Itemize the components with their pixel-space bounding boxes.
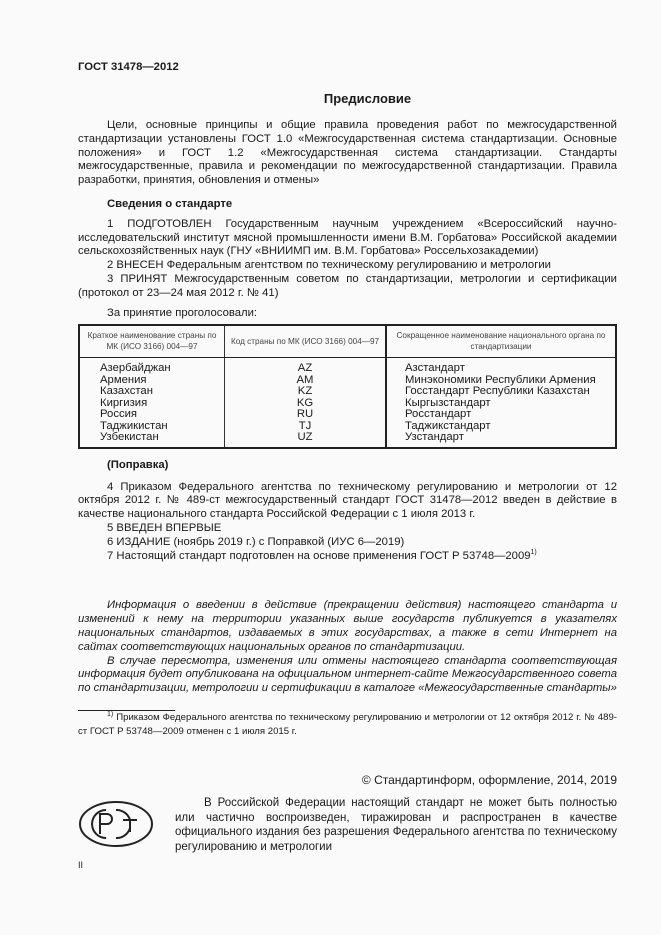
notice-paragraph-2: В случае пересмотра, изменения или отмены настоящего стандарта соответствующая информация будет опубликована на официальном интернет-сайте Межгосударственного совета по стандартизации, метрологии и сертификации в каталоге «Межгосударственные стандарты» xyxy=(78,654,617,695)
info-item-7-text: 7 Настоящий стандарт подготовлен на основе применения ГОСТ Р 53748—2009 xyxy=(107,549,531,562)
standards-body: Таджикстандарт xyxy=(405,419,491,432)
copyright: © Стандартинформ, оформление, 2014, 2019 xyxy=(361,773,617,788)
country-code: KG xyxy=(225,398,387,410)
country-code: TJ xyxy=(225,421,387,433)
document-id: ГОСТ 31478—2012 xyxy=(78,61,179,73)
info-item-1: 1 ПОДГОТОВЛЕН Государственным научным учреждением «Всероссийский научно-исследовательский институт мясной промышленности имени В.М. Горбатова» Российской академии сельскохозяйственных наук (ГНУ «ВНИИМП им. В.М. Горбатова» Россельхозакадемии) xyxy=(78,217,617,258)
table-row xyxy=(79,386,616,398)
standards-body: Узстандарт xyxy=(405,431,464,444)
standards-body: Госстандарт Республики Казахстан xyxy=(405,385,590,398)
table-row xyxy=(79,432,616,448)
info-item-5: 5 ВВЕДЕН ВПЕРВЫЕ xyxy=(107,522,222,535)
info-item-3: 3 ПРИНЯТ Межгосударственным советом по стандартизации, метрологии и сертификации (протокол от 23—24 мая 2012 г. № 41) xyxy=(78,272,617,299)
column-header-code: Код страны по МК (ИСО 3166) 004—97 xyxy=(225,325,387,358)
country-code: AZ xyxy=(225,358,387,375)
footnote xyxy=(78,711,617,739)
amendment-label: (Поправка) xyxy=(107,458,169,471)
table-row xyxy=(79,421,616,433)
rights-notice: В Российской Федерации настоящий стандарт не может быть полностью или частично воспроизведен, тиражирован и распространен в качестве официального издания без разрешения Федерального агентства по техническому регулированию и метрологии xyxy=(175,797,617,853)
table-row xyxy=(79,358,616,375)
voted-label: За принятие проголосовали: xyxy=(107,306,258,319)
notice-paragraph-1: Информация о введении в действие (прекращении действия) настоящего стандарта и изменений к нему на территории указанных выше государств публикуется в указателях национальных стандартов, издаваемых в этих государствах, а также в сети Интернет на сайтах соответствующих национальных органов по стандартизации. xyxy=(78,599,617,653)
country-name: Армения xyxy=(79,375,225,387)
rst-logo xyxy=(78,796,175,851)
country-name: Россия xyxy=(79,409,225,421)
country-name: Киргизия xyxy=(79,398,225,410)
country-code: AM xyxy=(225,375,387,387)
country-name: Таджикистан xyxy=(79,421,225,433)
page-number: II xyxy=(78,860,84,871)
footnote-text: Приказом Федерального агентства по техническому регулированию и метрологии от 12 октября 2012 г. № 489-ст ГОСТ Р 53748—2009 отменен с 1 июля 2015 г. xyxy=(78,712,617,738)
standards-body: Кыргызстандарт xyxy=(405,396,491,409)
page-column xyxy=(78,0,617,870)
voting-table xyxy=(78,324,617,449)
standards-body: Азстандарт xyxy=(405,362,465,375)
rights-block xyxy=(78,796,617,854)
page-title: Предисловие xyxy=(323,91,412,106)
standards-body: Минэкономики Республики Армения xyxy=(405,373,596,386)
footnote-ref: 1) xyxy=(530,548,537,556)
country-code: UZ xyxy=(225,432,387,448)
country-code: KZ xyxy=(225,386,387,398)
info-item-6: 6 ИЗДАНИЕ (ноябрь 2019 г.) с Поправкой (ИУС 6—2019) xyxy=(107,535,405,548)
info-item-2: 2 ВНЕСЕН Федеральным агентством по техническому регулированию и метрологии xyxy=(107,259,551,272)
column-header-body: Сокращенное наименование национального органа по стандартизации xyxy=(386,325,616,358)
info-heading: Сведения о стандарте xyxy=(107,197,233,210)
footnote-mark: 1) xyxy=(107,710,114,718)
info-item-7 xyxy=(78,550,617,564)
table-row xyxy=(79,398,616,410)
country-name: Азербайджан xyxy=(79,358,225,375)
standards-body: Росстандарт xyxy=(405,408,472,421)
country-code: RU xyxy=(225,409,387,421)
column-header-country: Краткое наименование страны по МК (ИСО 3166) 004—97 xyxy=(79,325,225,358)
info-item-4: 4 Приказом Федерального агентства по техническому регулированию и метрологии от 12 октября 2012 г. № 489-ст межгосударственный стандарт ГОСТ 31478—2012 введен в действие в качестве национального стандарта Российской Федерации с 1 июля 2013 г. xyxy=(78,480,617,521)
country-name: Узбекистан xyxy=(79,432,225,448)
country-name: Казахстан xyxy=(79,386,225,398)
intro-paragraph: Цели, основные принципы и общие правила проведения работ по межгосударственной стандартизации установлены ГОСТ 1.0 «Межгосударственная система стандартизации. Основные положения» и ГОСТ 1.2 «Межгосударственная система стандартизации. Стандарты межгосударственные, правила и рекомендации по межгосударственной стандартизации. Правила разработки, принятия, обновления и отмены» xyxy=(78,119,617,187)
